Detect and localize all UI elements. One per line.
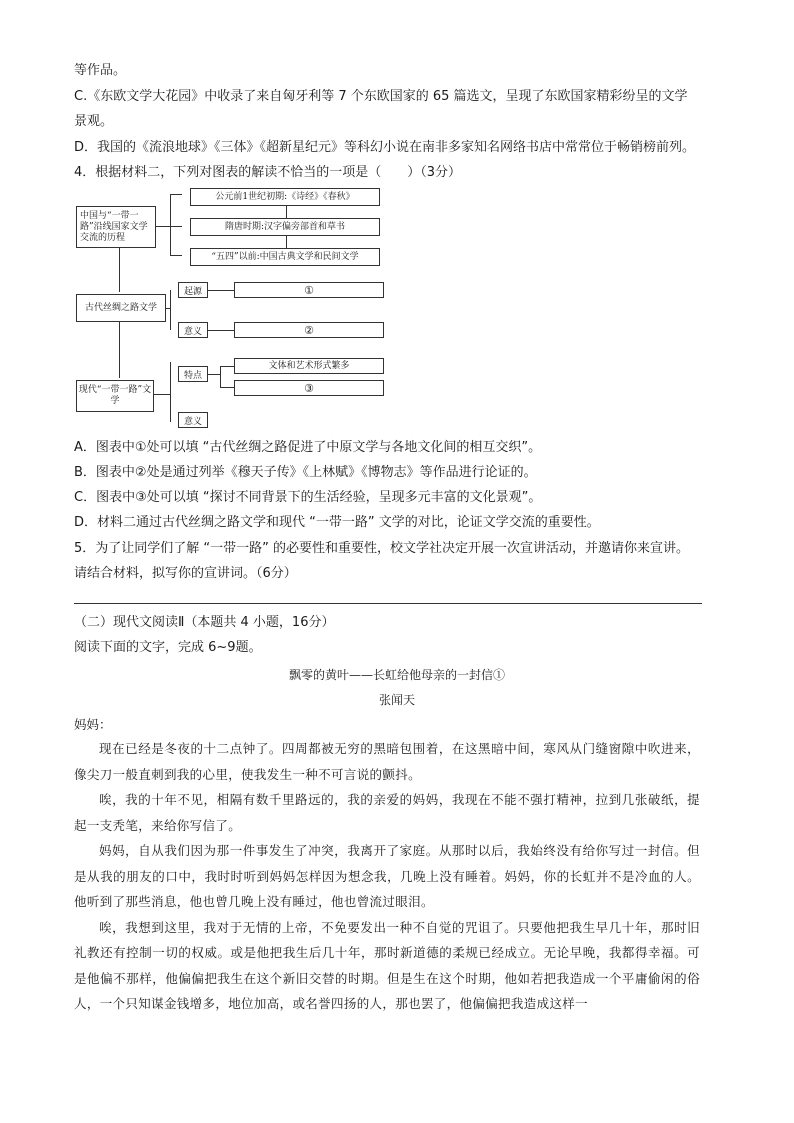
- ancient-origin-tag: 起源: [178, 282, 208, 298]
- bracket-line: [170, 255, 182, 256]
- intro-line: 等作品。: [74, 63, 127, 78]
- bracket-line: [166, 308, 170, 309]
- material-two-diagram: [74, 186, 396, 432]
- arrow-line: [286, 236, 287, 248]
- arrow-line: [220, 366, 234, 367]
- modern-feature-blank: ③: [234, 380, 384, 396]
- passage-paragraph: 唉，我想到这里，我对于无情的上帝，不免要发出一种不自觉的咒诅了。只要他把我生早几十年，那时旧礼教还有控制一切的权威。或是他把我生后几十年，那时新道德的柔规已经成立。无论早晚，我都得幸福。可是他偏不那样，他偏偏把我生在这个新旧交替的时期。但是生在这个时期，他如若把我造成一个平庸偷闲的俗人，一个只知谋金钱增多，地位加高，或名誉四扬的人，那也罢了，他偏偏把我造成这样一: [74, 919, 700, 1011]
- arrow-line: [220, 387, 234, 388]
- question-5-line2: 请结合材料，拟写你的宣讲词。（6分）: [74, 566, 297, 581]
- q4-option-a: A．图表中①处可以填 “古代丝绸之路促进了中原文学与各地文化间的相互交织”。: [74, 440, 542, 455]
- option-c-line2: 景观。: [74, 114, 114, 129]
- arrow-line: [286, 206, 287, 218]
- modern-feature-value: 文体和艺术形式繁多: [234, 358, 384, 374]
- bracket-line: [170, 194, 171, 255]
- q4-option-c: C．图表中③处可以填 “探讨不同背景下的生活经验，呈现多元丰富的文化景观”。: [74, 490, 542, 505]
- arrow-line: [119, 248, 120, 292]
- section-2-heading: （二）现代文阅读Ⅱ（本题共 4 小题，16分）: [74, 615, 335, 630]
- passage-paragraph: 现在已经是冬夜的十二点钟了。四周都被无穷的黑暗包围着，在这黑暗中间，寒风从门缝窗隙中吹进来，像尖刀一般直刺到我的心里，使我发生一种不可言说的颤抖。: [74, 741, 700, 782]
- passage-paragraph: 妈妈，自从我们因为那一件事发生了冲突，我离开了家庭。从那时以后，我始终没有给你写过一封信。但是从我的朋友的口中，我时时听到妈妈怎样因为想念我，几晚上没有睡着。妈妈，你的长虹并不是冷血的人。他听到了那些消息，他也曾几晚上没有睡过，他也曾流过眼泪。: [74, 843, 700, 909]
- arrow-line: [208, 374, 220, 375]
- bracket-line: [170, 226, 182, 227]
- arrow-line: [208, 290, 234, 291]
- arrow-line: [208, 330, 234, 331]
- history-item: 公元前1世纪初期:《诗经》《春秋》: [190, 188, 380, 206]
- bracket-line: [156, 226, 170, 227]
- arrow-line: [119, 322, 120, 378]
- passage-author: 张闻天: [378, 693, 415, 707]
- option-c-line1: C.《东欧文学大花园》中收录了来自匈牙利等 7 个东欧国家的 65 篇选文，呈现了东欧国家精彩纷呈的文学: [74, 89, 688, 104]
- section-2-instruction: 阅读下面的文字，完成 6~9题。: [74, 640, 262, 655]
- diagram-box-ancient: 古代丝绸之路文学: [76, 294, 166, 322]
- ancient-meaning-tag: 意义: [178, 322, 208, 338]
- diagram-box-history: 中国与“一带一路”沿线国家文学交流的历程: [76, 206, 156, 248]
- passage-title: 飘零的黄叶——长虹给他母亲的一封信①: [288, 668, 505, 682]
- passage-salutation: 妈妈：: [74, 717, 112, 732]
- history-item: “五四”以前:中国古典文学和民间文学: [190, 248, 380, 266]
- ancient-meaning-value: ②: [234, 322, 384, 338]
- bracket-line: [170, 362, 171, 422]
- passage-paragraph: 唉，我的十年不见，相隔有数千里路远的，我的亲爱的妈妈，我现在不能不强打精神，拉到几张破纸，提起一支秃笔，来给你写信了。: [74, 792, 700, 833]
- bracket-line: [170, 290, 171, 330]
- question-4-stem: 4．根据材料二，下列对图表的解读不恰当的一项是（ ）（3分）: [74, 165, 462, 180]
- arrow-line: [220, 366, 221, 388]
- modern-feature-tag: 特点: [178, 366, 208, 382]
- option-d: D．我国的《流浪地球》《三体》《超新星纪元》等科幻小说在南非多家知名网络书店中常常位于畅销榜前列。: [74, 140, 696, 155]
- bracket-line: [154, 394, 170, 395]
- section-divider: [74, 603, 702, 604]
- modern-meaning-tag: 意义: [178, 412, 208, 428]
- diagram-box-modern: 现代“一带一路”文学: [76, 380, 154, 412]
- question-5-line1: 5．为了让同学们了解 “一带一路” 的必要性和重要性，校文学社决定开展一次宣讲活动，并邀请你来宣讲。: [74, 541, 690, 556]
- ancient-origin-value: ①: [234, 282, 384, 298]
- q4-option-d: D．材料二通过古代丝绸之路文学和现代 “一带一路” 文学的对比，论证文学交流的重要性。: [74, 515, 600, 530]
- passage-body: [74, 736, 700, 1017]
- bracket-line: [170, 194, 182, 195]
- q4-option-b: B．图表中②处是通过列举《穆天子传》《上林赋》《博物志》等作品进行论证的。: [74, 465, 537, 480]
- history-item: 隋唐时期:汉字偏旁部首和草书: [190, 218, 380, 236]
